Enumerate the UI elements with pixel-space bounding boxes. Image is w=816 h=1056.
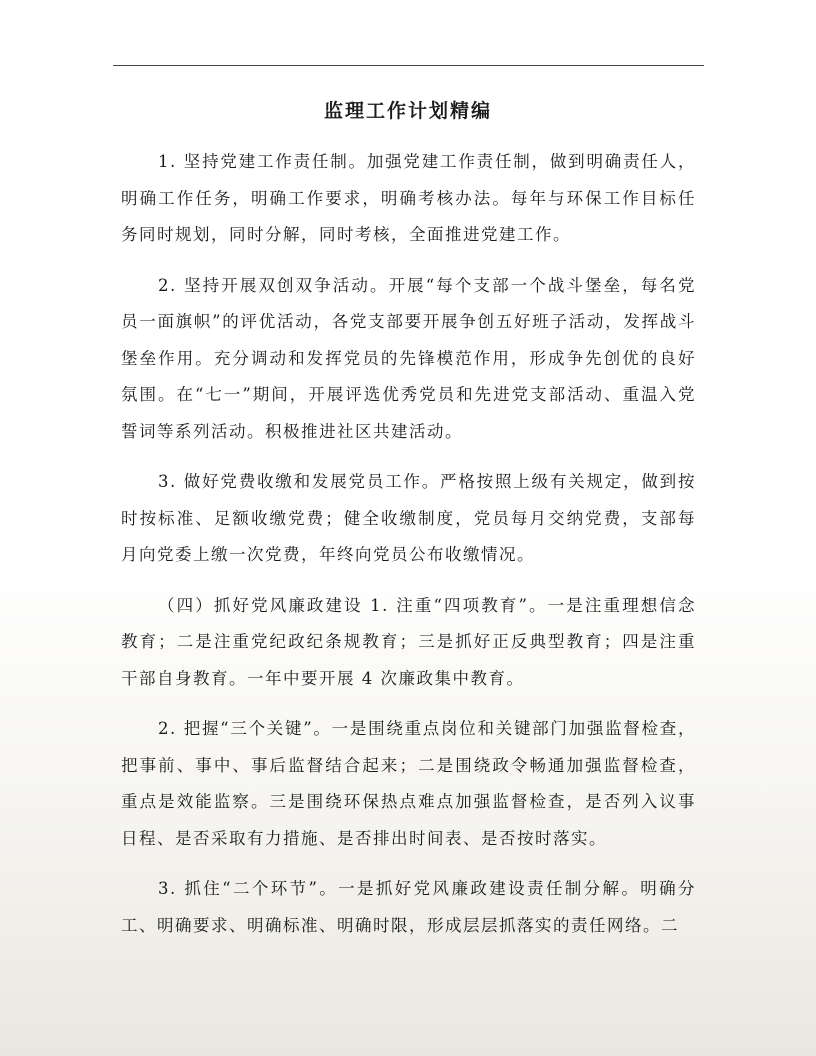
header-rule [113,65,704,66]
paragraph-4: （四）抓好党风廉政建设 1. 注重“四项教育”。一是注重理想信念教育；二是注重党纪政纪条规教育；三是抓好正反典型教育；四是注重干部自身教育。一年中要开展 4 次廉政集中教育。 [121,595,696,688]
paragraph-2: 2. 坚持开展双创双争活动。开展“每个支部一个战斗堡垒，每名党员一面旗帜”的评优活动，各党支部要开展争创五好班子活动，发挥战斗堡垒作用。充分调动和发挥党员的先锋模范作用，形成争先创优的良好氛围。在“七一”期间，开展评选优秀党员和先进党支部活动、重温入党誓词等系列活动。积极推进社区共建活动。 [121,275,696,441]
document-body [121,144,696,958]
document-title: 监理工作计划精编 [323,100,492,122]
paragraph-5: 2. 把握“三个关键”。一是围绕重点岗位和关键部门加强监督检查，把事前、事中、事后监督结合起来；二是围绕政令畅通加强监督检查，重点是效能监察。三是围绕环保热点难点加强监督检查，是否列入议事日程、是否采取有力措施、是否排出时间表、是否按时落实。 [121,719,696,848]
paragraph-1: 1. 坚持党建工作责任制。加强党建工作责任制，做到明确责任人，明确工作任务，明确工作要求，明确考核办法。每年与环保工作目标任务同时规划，同时分解，同时考核，全面推进党建工作。 [121,152,696,244]
paragraph-3: 3. 做好党费收缴和发展党员工作。严格按照上级有关规定，做到按时按标准、足额收缴党费；健全收缴制度，党员每月交纳党费，支部每月向党委上缴一次党费，年终向党员公布收缴情况。 [121,472,696,564]
paragraph-6: 3. 抓住“二个环节”。一是抓好党风廉政建设责任制分解。明确分工、明确要求、明确标准、明确时限，形成层层抓落实的责任网络。二 [121,879,696,935]
